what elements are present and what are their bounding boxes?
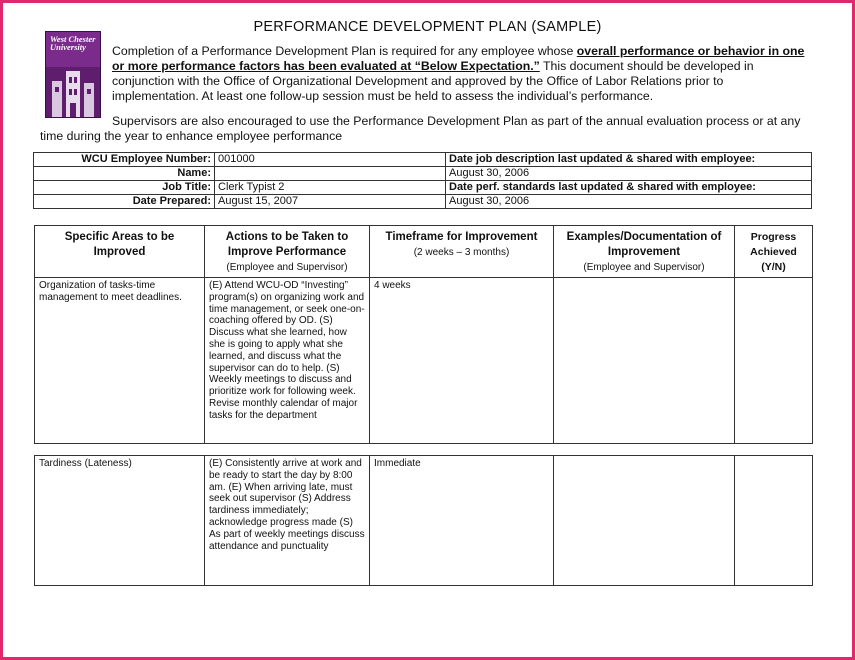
info-value (215, 167, 446, 181)
info-label: WCU Employee Number: (34, 153, 215, 167)
header-progress: Progress Achieved (Y/N) (735, 226, 813, 278)
employee-info-table (33, 152, 812, 209)
supervisors-paragraph: Supervisors are also encouraged to use the Performance Development Plan as part of the annual evaluation process or at any time during the year to enhance employee performance (40, 114, 801, 143)
building-icon (46, 67, 100, 117)
info-value: 001000 (215, 153, 446, 167)
info-right-cell: August 30, 2006 (446, 167, 812, 181)
logo-text: West Chester University (50, 34, 96, 52)
info-row (34, 153, 812, 167)
intro-bold-text: overall performance or behavior in one or more performance factors has been evaluated at “Below Expectation.” (112, 44, 805, 73)
info-row (34, 167, 812, 181)
actions-cell: (E) Attend WCU-OD “Investing” program(s) on organizing work and time management, or seek one-on-coaching offered by OD. (S) Discuss what she learned, how she is going to apply what she learned, and discuss what the supervisor can do to help. (S) Weekly meetings to discuss and prioritize work for following week. Revise monthly calendar of major tasks for the department (205, 278, 370, 444)
timeframe-cell: 4 weeks (370, 278, 554, 444)
info-right-cell: Date perf. standards last updated & shared with employee: (446, 181, 812, 195)
plan-table-1 (34, 225, 813, 444)
info-label: Job Title: (34, 181, 215, 195)
plan-table-2 (34, 455, 813, 586)
progress-cell (735, 456, 813, 586)
intro-text-1: Completion of a Performance Development Plan is required for any employee whose (112, 44, 577, 58)
info-right-cell: August 30, 2006 (446, 195, 812, 209)
info-right-cell: Date job description last updated & shared with employee: (446, 153, 812, 167)
header-timeframe: Timeframe for Improvement (2 weeks – 3 months) (370, 226, 554, 278)
examples-cell (554, 278, 735, 444)
header-examples: Examples/Documentation of Improvement (Employee and Supervisor) (554, 226, 735, 278)
progress-cell (735, 278, 813, 444)
area-cell: Tardiness (Lateness) (35, 456, 205, 586)
header-areas: Specific Areas to be Improved (35, 226, 205, 278)
actions-cell: (E) Consistently arrive at work and be ready to start the day by 8:00 am. (E) When arriving late, must seek out supervisor (S) Address tardiness immediately; acknowledge progress made (S) As part of weekly meetings discuss attendance and punctuality (205, 456, 370, 586)
timeframe-cell: Immediate (370, 456, 554, 586)
header-actions: Actions to be Taken to Improve Performance (Employee and Supervisor) (205, 226, 370, 278)
intro-text-2: This document should be developed in conjunction with the Office of Organizational Development and approved by the Office of Labor Relations prior to implementation. At least one follow-up session must be held to assess the individual’s performance. (112, 59, 754, 103)
info-label: Date Prepared: (34, 195, 215, 209)
page-title: PERFORMANCE DEVELOPMENT PLAN (SAMPLE) (253, 19, 602, 35)
info-row (34, 195, 812, 209)
info-value: Clerk Typist 2 (215, 181, 446, 195)
info-row (34, 181, 812, 195)
intro-paragraph (112, 44, 812, 104)
area-cell: Organization of tasks-time management to meet deadlines. (35, 278, 205, 444)
info-label: Name: (34, 167, 215, 181)
info-value: August 15, 2007 (215, 195, 446, 209)
plan-header-row (35, 226, 813, 278)
table-row (35, 456, 813, 586)
examples-cell (554, 456, 735, 586)
university-logo (45, 31, 101, 118)
table-row (35, 278, 813, 444)
